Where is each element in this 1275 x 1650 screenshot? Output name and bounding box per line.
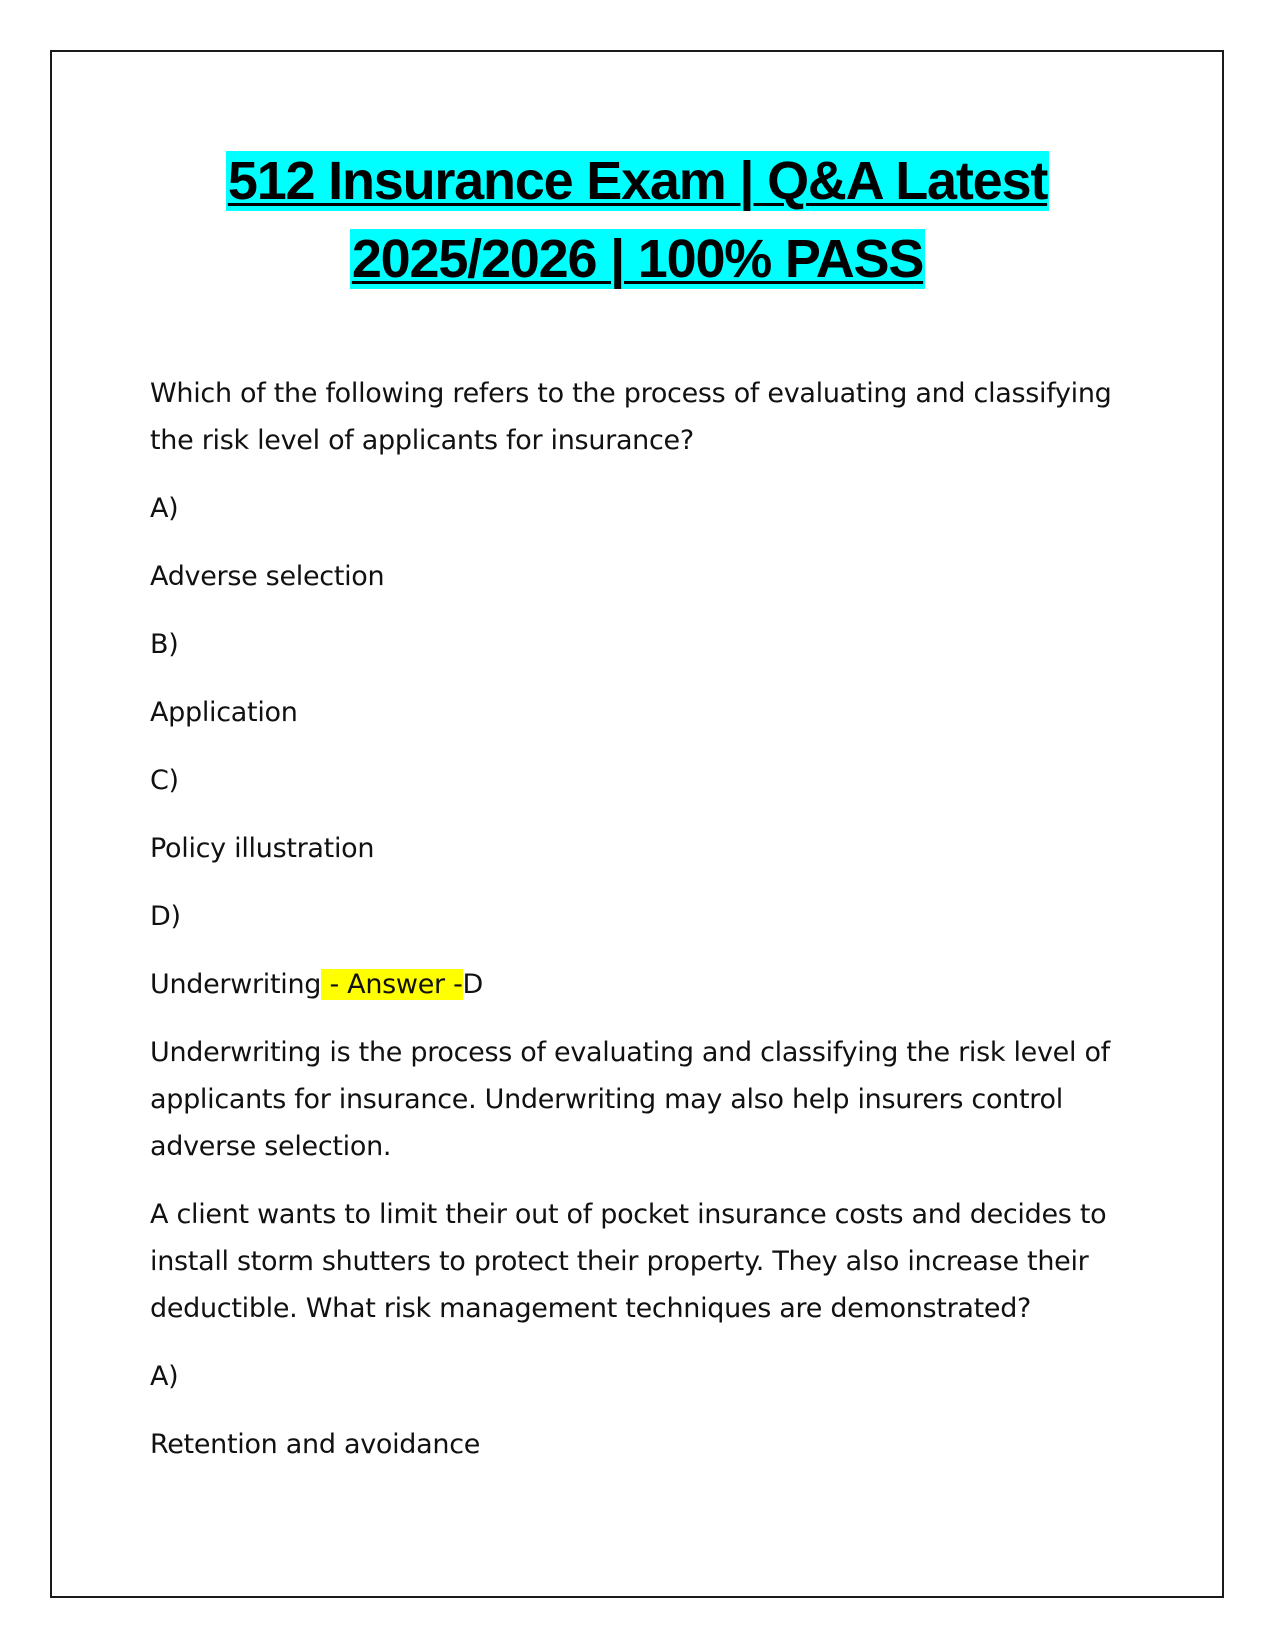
question-1-option-b-letter: B): [150, 629, 179, 660]
question-1-option-d-letter: D): [150, 901, 181, 932]
question-1-option-c-letter: C): [150, 765, 179, 796]
answer-marker: - Answer -: [321, 969, 463, 1000]
question-1-explanation: Underwriting is the process of evaluating and classifying the risk level of applicants for insurance. Underwriting may also help insurers control adverse selection.: [150, 1037, 1110, 1162]
title-line-2: 2025/2026 | 100% PASS: [351, 229, 924, 289]
question-1-text: Which of the following refers to the process of evaluating and classifying the risk level of applicants for insurance?: [150, 378, 1112, 456]
question-1-option-c-text: Policy illustration: [150, 833, 375, 864]
question-1-option-a-letter: A): [150, 493, 179, 524]
question-1-option-d-text: Underwriting: [150, 969, 322, 1000]
answer-letter: D: [462, 969, 484, 1000]
document-body: [150, 370, 1140, 1489]
question-2-option-a-text: Retention and avoidance: [150, 1429, 481, 1460]
question-1-option-a-text: Adverse selection: [150, 561, 385, 592]
question-1-option-b-text: Application: [150, 697, 298, 728]
question-2-text: A client wants to limit their out of pocket insurance costs and decides to install storm shutters to protect their property. They also increase their deductible. What risk management techniques are demonstrated?: [150, 1199, 1107, 1324]
document-title: [0, 142, 1275, 298]
question-1-option-d-line: [150, 961, 1140, 1008]
question-2-option-a-letter: A): [150, 1361, 179, 1392]
title-line-1: 512 Insurance Exam | Q&A Latest: [227, 151, 1048, 211]
